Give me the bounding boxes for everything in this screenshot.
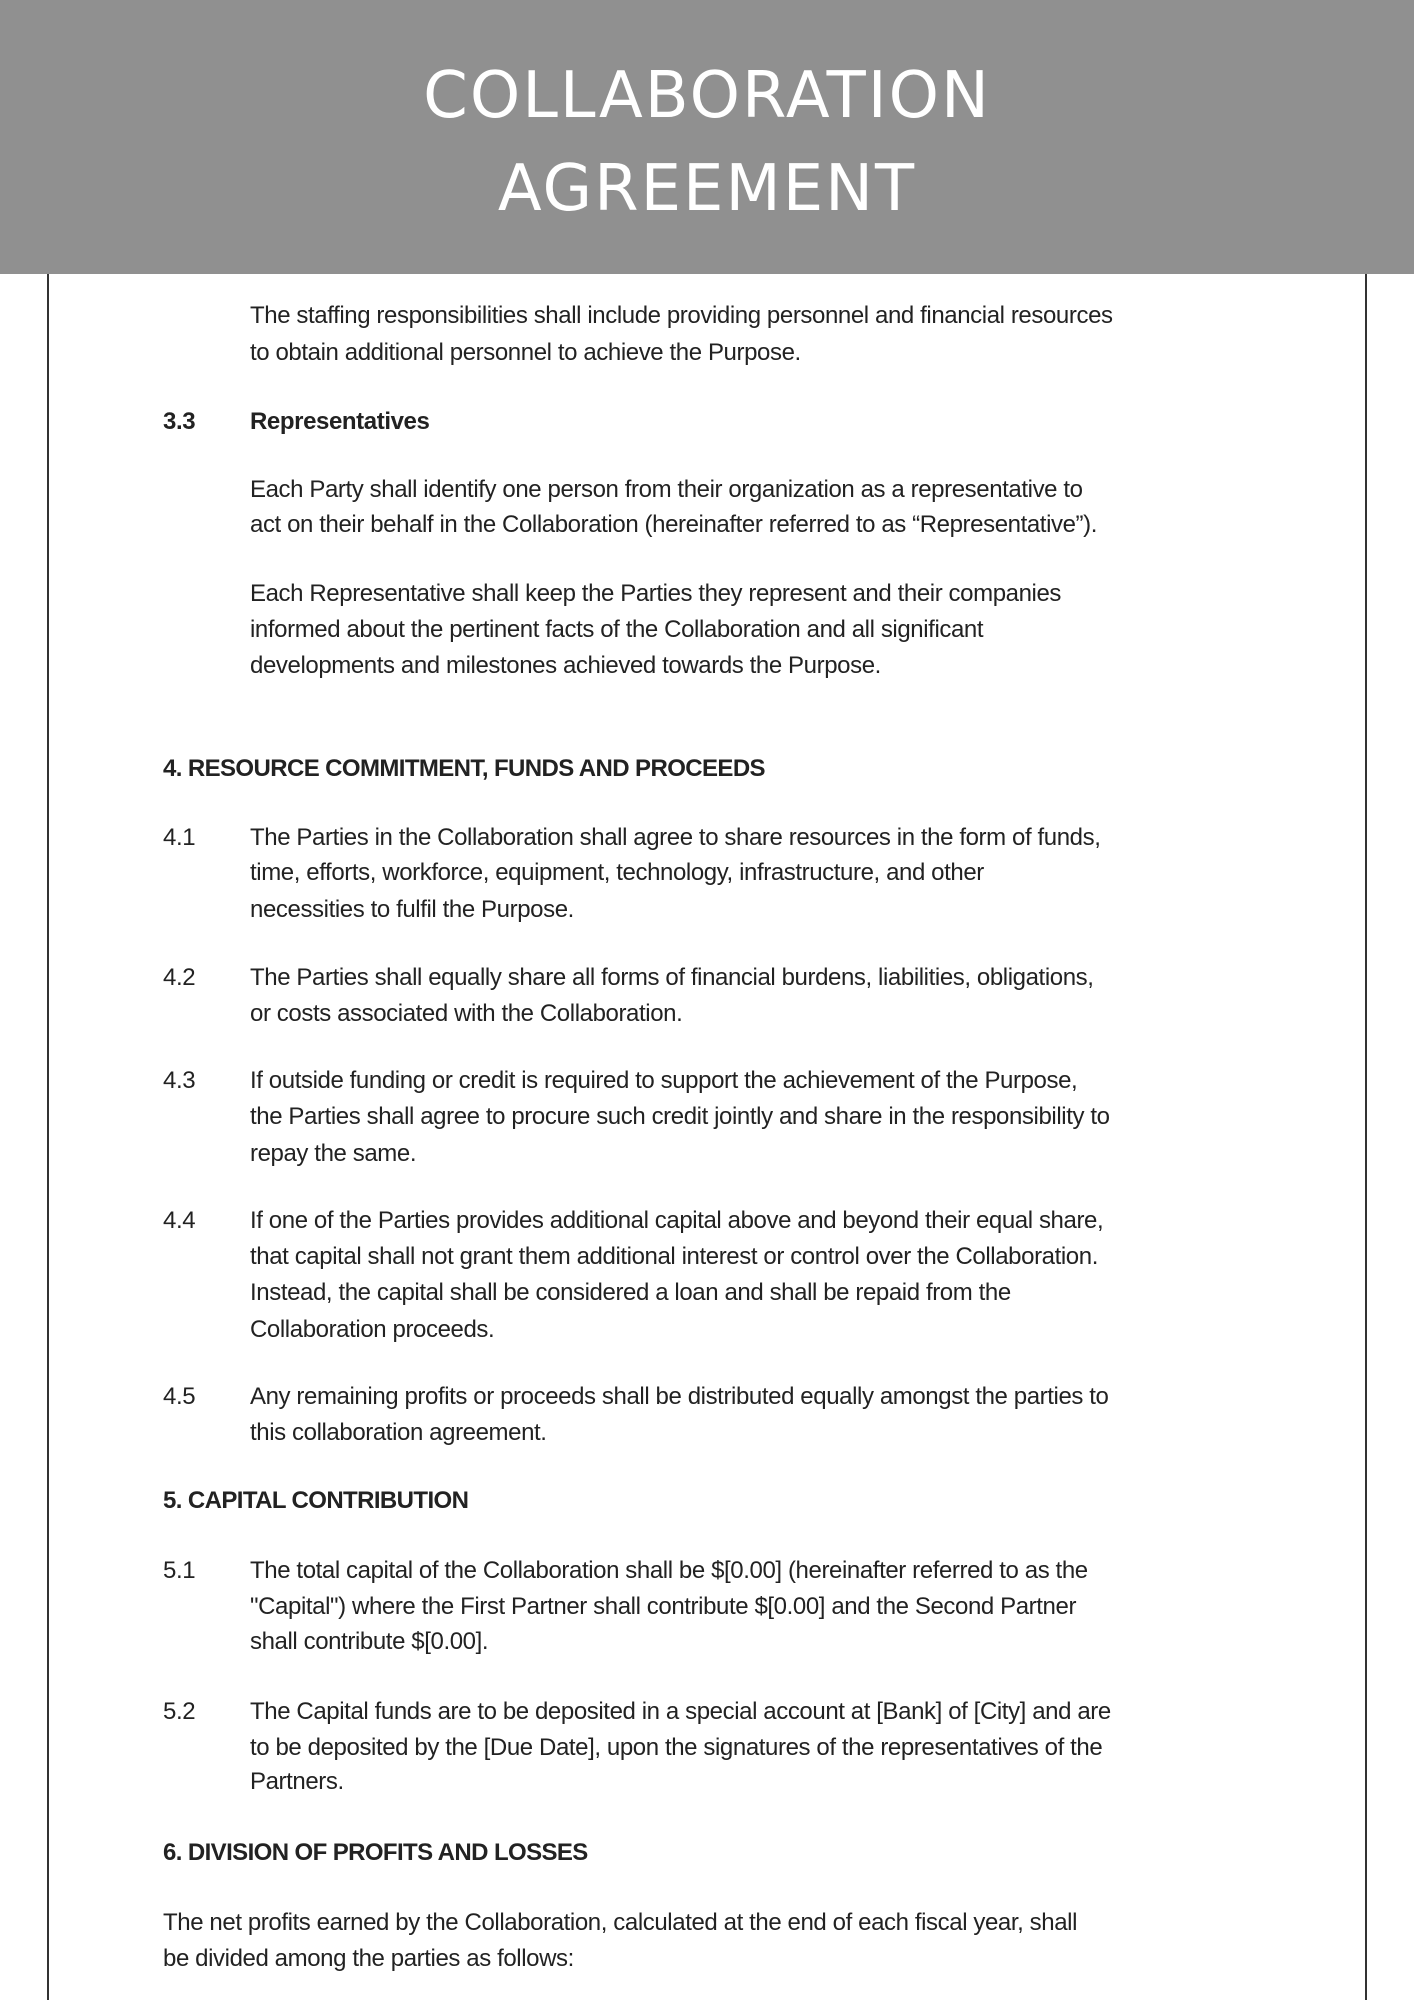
text-line: developments and milestones achieved towards the Purpose. [250,652,881,679]
text-line: The net profits earned by the Collaboration, calculated at the end of each fiscal year, shall [163,1909,1078,1936]
text-line: Any remaining profits or proceeds shall be distributed equally amongst the parties to [250,1383,1109,1410]
clause-number: 4.3 [163,1067,196,1094]
text-line: act on their behalf in the Collaboration (hereinafter referred to as “Representative”). [250,511,1098,538]
text-line: If outside funding or credit is required to support the achievement of the Purpose, [250,1067,1078,1094]
text-line: Partners. [250,1768,344,1795]
text-line: The Parties shall equally share all forms of financial burdens, liabilities, obligations, [250,964,1094,991]
text-line: The Capital funds are to be deposited in a special account at [Bank] of [City] and are [250,1698,1111,1725]
section-heading: 4. RESOURCE COMMITMENT, FUNDS AND PROCEEDS [163,755,765,782]
text-line: Each Representative shall keep the Parties they represent and their companies [250,580,1062,607]
text-line: The Parties in the Collaboration shall agree to share resources in the form of funds, [250,824,1101,851]
text-line: be divided among the parties as follows: [163,1945,574,1972]
clause-number: 4.1 [163,824,196,851]
clause-number: 4.4 [163,1207,196,1234]
header-banner [0,0,1414,274]
text-line: or costs associated with the Collaboration. [250,1000,683,1027]
text-line: informed about the pertinent facts of the Collaboration and all significant [250,616,984,643]
text-line: to be deposited by the [Due Date], upon the signatures of the representatives of the [250,1734,1103,1761]
text-line: necessities to fulfil the Purpose. [250,896,574,923]
text-line: "Capital") where the First Partner shall contribute $[0.00] and the Second Partner [250,1593,1077,1620]
text-line: The staffing responsibilities shall include providing personnel and financial resources [250,302,1113,329]
text-line: shall contribute $[0.00]. [250,1628,489,1655]
clause-number: 4.5 [163,1383,196,1410]
page-border-left [47,274,49,2000]
text-line: repay the same. [250,1140,417,1167]
text-line: The total capital of the Collaboration shall be $[0.00] (hereinafter referred to as the [250,1557,1088,1584]
section-heading: 5. CAPITAL CONTRIBUTION [163,1487,469,1514]
text-line: the Parties shall agree to procure such credit jointly and share in the responsibility to [250,1103,1110,1130]
page-border-right [1365,274,1367,2000]
text-line: If one of the Parties provides additional capital above and beyond their equal share, [250,1207,1104,1234]
text-line: Collaboration proceeds. [250,1316,495,1343]
clause-number: 5.1 [163,1557,196,1584]
document-title-line2: AGREEMENT [497,152,917,226]
text-line: that capital shall not grant them additional interest or control over the Collaboration. [250,1243,1098,1270]
section-heading: 6. DIVISION OF PROFITS AND LOSSES [163,1839,588,1866]
text-line: to obtain additional personnel to achieve the Purpose. [250,339,801,366]
clause-number: 5.2 [163,1698,196,1725]
text-line: time, efforts, workforce, equipment, technology, infrastructure, and other [250,859,984,886]
section-number: 3.3 [163,408,196,435]
clause-number: 4.2 [163,964,196,991]
text-line: this collaboration agreement. [250,1419,547,1446]
section-title: Representatives [250,408,430,435]
text-line: Each Party shall identify one person from their organization as a representative to [250,476,1083,503]
text-line: Instead, the capital shall be considered a loan and shall be repaid from the [250,1279,1011,1306]
document-title-line1: COLLABORATION [423,59,991,133]
